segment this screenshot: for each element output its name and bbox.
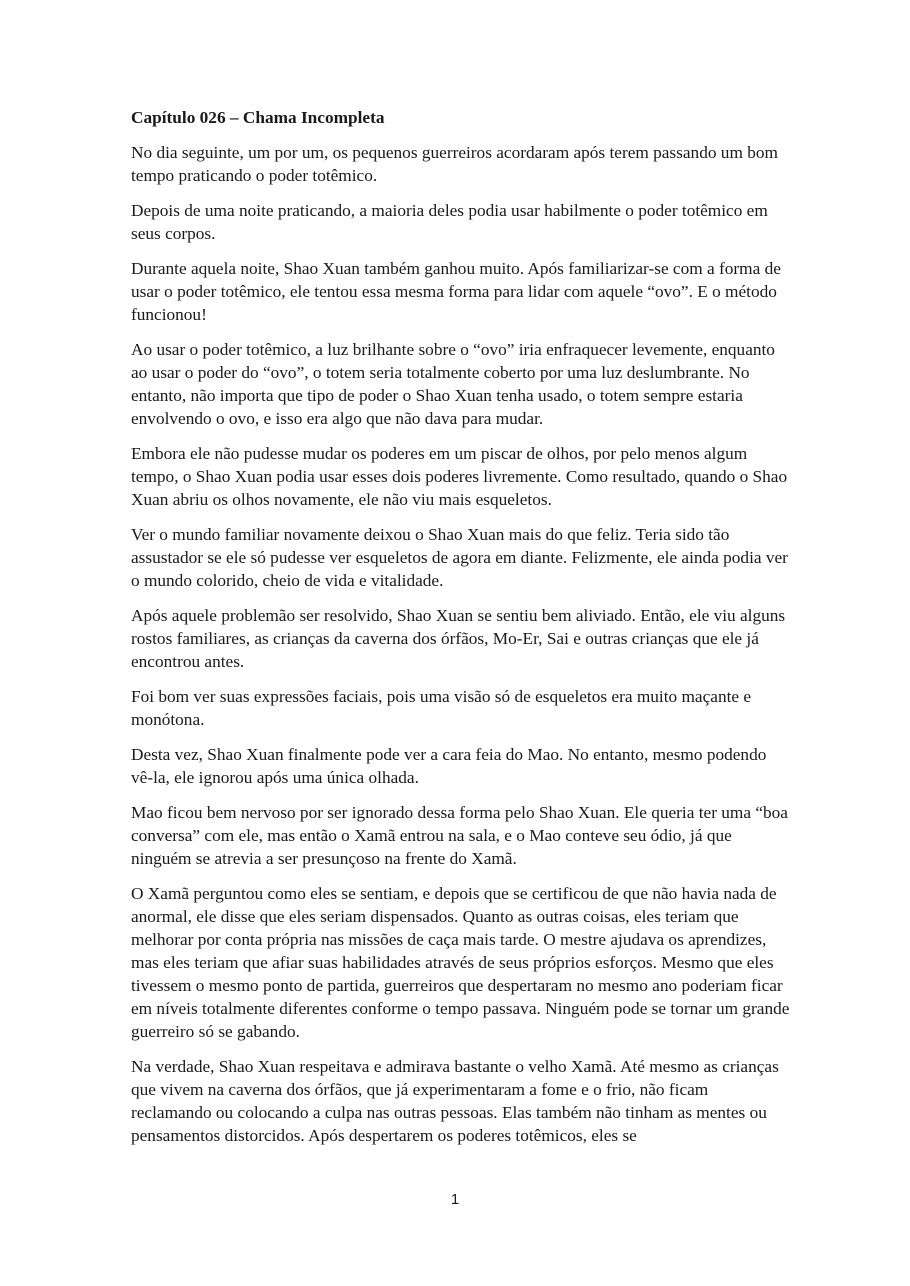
paragraph-12: Na verdade, Shao Xuan respeitava e admirava bastante o velho Xamã. Até mesmo as crianças que vivem na caverna dos órfãos, que já experimentaram a fome e o frio, não ficam reclamando ou colocando a culpa nas outras pessoas. Elas também não tinham as mentes ou pensamentos distorcidos. Após despertarem os poderes totêmicos, eles se xyxy=(131,1057,779,1145)
paragraph-3: Durante aquela noite, Shao Xuan também ganhou muito. Após familiarizar-se com a forma de usar o poder totêmico, ele tentou essa mesma forma para lidar com aquele “ovo”. E o método funcionou! xyxy=(131,259,781,324)
paragraph-8: Foi bom ver suas expressões faciais, pois uma visão só de esqueletos era muito maçante e monótona. xyxy=(131,687,752,729)
page-number: 1 xyxy=(450,1191,460,1208)
paragraph-5: Embora ele não pudesse mudar os poderes em um piscar de olhos, por pelo menos algum tempo, o Shao Xuan podia usar esses dois poderes livremente. Como resultado, quando o Shao Xuan abriu os olhos novamente, ele não viu mais esqueletos. xyxy=(131,444,788,509)
paragraph-2: Depois de uma noite praticando, a maioria deles podia usar habilmente o poder totêmico em seus corpos. xyxy=(131,201,768,243)
paragraph-10: Mao ficou bem nervoso por ser ignorado dessa forma pelo Shao Xuan. Ele queria ter uma “boa conversa” com ele, mas então o Xamã entrou na sala, e o Mao conteve seu ódio, já que ninguém se atrevia a ser presunçoso na frente do Xamã. xyxy=(131,803,788,868)
paragraph-1: No dia seguinte, um por um, os pequenos guerreiros acordaram após terem passando um bom tempo praticando o poder totêmico. xyxy=(131,143,778,185)
chapter-title: Capítulo 026 – Chama Incompleta xyxy=(131,108,385,127)
page-content xyxy=(131,106,791,1159)
paragraph-7: Após aquele problemão ser resolvido, Shao Xuan se sentiu bem aliviado. Então, ele viu alguns rostos familiares, as crianças da caverna dos órfãos, Mo-Er, Sai e outras crianças que ele já encontrou antes. xyxy=(131,606,786,671)
paragraph-4: Ao usar o poder totêmico, a luz brilhante sobre o “ovo” iria enfraquecer levemente, enquanto ao usar o poder do “ovo”, o totem seria totalmente coberto por uma luz deslumbrante. No entanto, não importa que tipo de poder o Shao Xuan tenha usado, o totem sempre estaria envolvendo o ovo, e isso era algo que não dava para mudar. xyxy=(131,340,775,428)
paragraph-11: O Xamã perguntou como eles se sentiam, e depois que se certificou de que não havia nada de anormal, ele disse que eles seriam dispensados. Quanto as outras coisas, eles teriam que melhorar por conta própria nas missões de caça mais tarde. O mestre ajudava os aprendizes, mas eles teriam que afiar suas habilidades através de seus próprios esforços. Mesmo que eles tivessem o mesmo ponto de partida, guerreiros que despertaram no mesmo ano poderiam ficar em níveis totalmente diferentes conforme o tempo passava. Ninguém pode se tornar um grande guerreiro só se gabando. xyxy=(131,884,790,1041)
paragraph-6: Ver o mundo familiar novamente deixou o Shao Xuan mais do que feliz. Teria sido tão assustador se ele só pudesse ver esqueletos de agora em diante. Felizmente, ele ainda podia ver o mundo colorido, cheio de vida e vitalidade. xyxy=(131,525,788,590)
paragraph-9: Desta vez, Shao Xuan finalmente pode ver a cara feia do Mao. No entanto, mesmo podendo vê-la, ele ignorou após uma única olhada. xyxy=(131,745,767,787)
